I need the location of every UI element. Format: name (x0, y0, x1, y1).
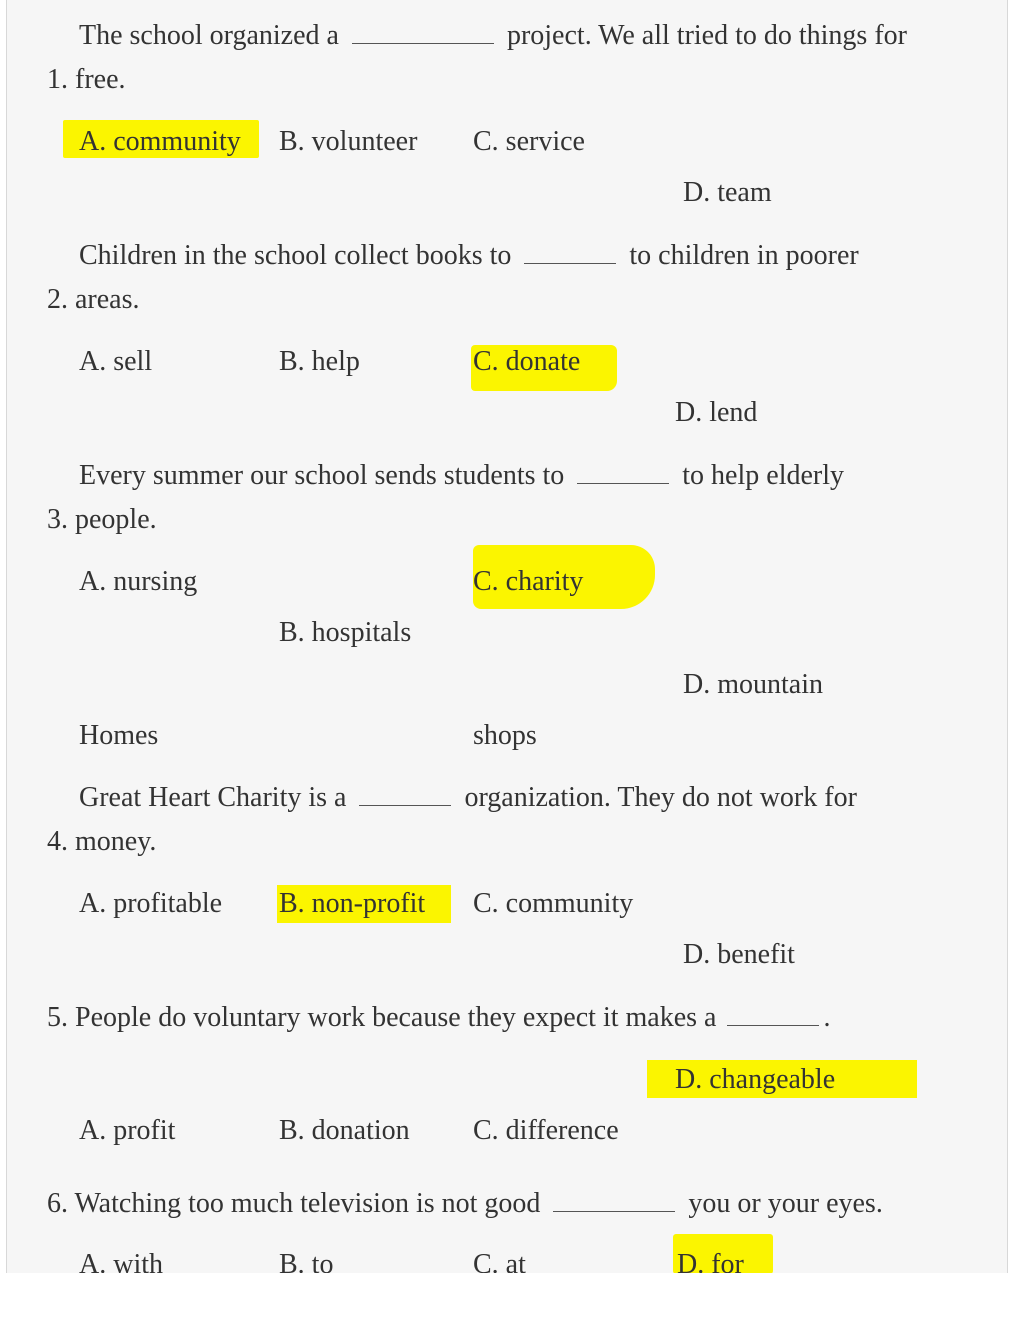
question-1-blank (352, 19, 494, 44)
question-3-stem-line2 (47, 503, 157, 537)
question-6-option-a: A. with (79, 1249, 163, 1273)
question-3-number: 3. (47, 504, 68, 535)
question-6-number: 6. (47, 1188, 68, 1219)
question-4-option-a: A. profitable (79, 888, 223, 919)
question-4-option-c: C. community (473, 888, 634, 919)
question-3-option-c-continued: shops (473, 720, 537, 751)
question-2-stem-line1 (79, 239, 859, 273)
question-5-blank (727, 1001, 819, 1026)
question-3-stem-line1 (79, 459, 844, 493)
question-6-blank (553, 1187, 675, 1212)
question-2-option-d: D. lend (675, 397, 758, 428)
worksheet-page (6, 0, 1008, 1273)
question-4-stem-end: organization. They do not work for (464, 782, 857, 813)
question-4-stem-start: Great Heart Charity is a (79, 782, 347, 813)
question-5-stem-end: . (823, 1002, 831, 1033)
question-1-option-b: B. volunteer (279, 126, 418, 157)
question-1-option-d: D. team (683, 177, 772, 208)
question-4-option-d: D. benefit (683, 939, 795, 970)
question-3-stem-end: to help elderly (682, 460, 845, 491)
question-2-stem-start: Children in the school collect books to (79, 240, 512, 271)
question-1-stem-line1 (79, 19, 907, 53)
question-5-stem-start: People do voluntary work because they expect it makes a (75, 1002, 717, 1033)
question-3-blank (577, 459, 669, 484)
question-4-number: 4. (47, 826, 68, 857)
question-1-stem-start: The school organized a (79, 20, 339, 51)
question-6-option-c: C. at (473, 1249, 526, 1273)
question-3-option-b: B. hospitals (279, 617, 412, 648)
question-1-stem-tail: free. (75, 64, 126, 95)
question-2-option-c: C. donate (473, 346, 581, 377)
question-4-option-b: B. non-profit (279, 888, 426, 919)
question-3-stem-start: Every summer our school sends students to (79, 460, 565, 491)
question-3-option-a-continued: Homes (79, 720, 159, 751)
question-1-number: 1. (47, 64, 68, 95)
question-1-stem-end: project. We all tried to do things for (506, 20, 907, 51)
question-2-option-b: B. help (279, 346, 360, 377)
question-2-option-a: A. sell (79, 346, 153, 377)
question-2-stem-tail: areas. (75, 284, 140, 315)
question-2-number: 2. (47, 284, 68, 315)
question-2-stem-end: to children in poorer (629, 240, 859, 271)
question-6-option-b: B. to (279, 1249, 334, 1273)
question-6-stem-end: you or your eyes. (688, 1188, 883, 1219)
question-5-option-b: B. donation (279, 1115, 410, 1146)
question-4-stem-line1 (79, 781, 857, 815)
question-5-stem (47, 1001, 830, 1035)
question-5-option-c: C. difference (473, 1115, 619, 1146)
question-5-number: 5. (47, 1002, 68, 1033)
question-2-stem-line2 (47, 283, 140, 317)
question-3-option-a: A. nursing (79, 566, 198, 597)
question-4-stem-line2 (47, 825, 156, 859)
question-3-option-d: D. mountain (683, 669, 823, 700)
question-3-option-c: C. charity (473, 566, 584, 597)
question-4-blank (359, 781, 451, 806)
question-3-stem-tail: people. (75, 504, 157, 535)
question-6-option-d: D. for (677, 1249, 744, 1273)
question-6-stem-start: Watching too much television is not good (74, 1188, 541, 1219)
question-5-option-d: D. changeable (675, 1064, 836, 1095)
question-1-stem-line2 (47, 63, 126, 97)
question-6-stem (47, 1187, 883, 1221)
question-5-option-a: A. profit (79, 1115, 176, 1146)
question-4-stem-tail: money. (75, 826, 157, 857)
question-2-blank (524, 239, 616, 264)
question-1-option-c: C. service (473, 126, 585, 157)
question-1-option-a: A. community (79, 126, 241, 157)
